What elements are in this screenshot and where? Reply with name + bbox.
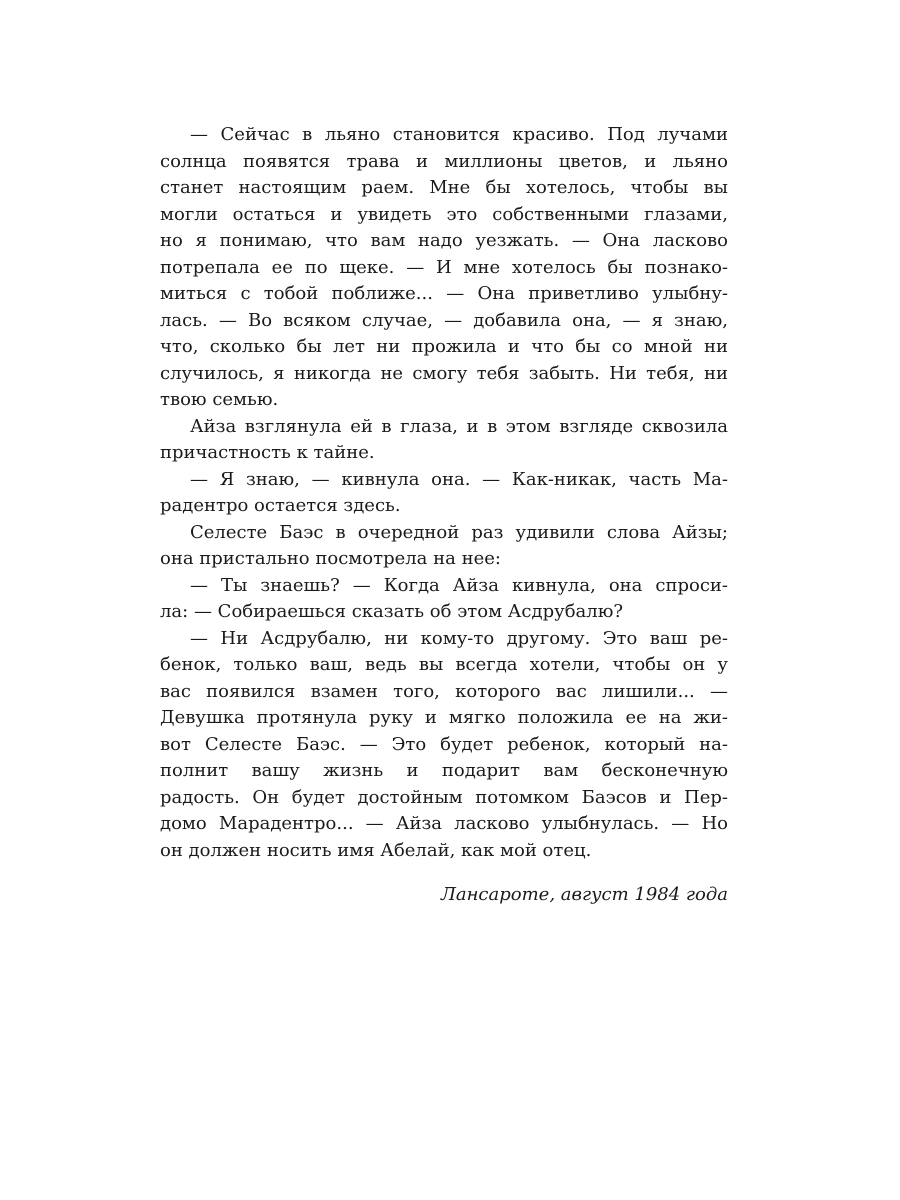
body-text bbox=[160, 122, 728, 864]
text-line: бенок, только ваш, ведь вы всегда хотели, чтобы он у bbox=[160, 654, 728, 675]
text-line: случилось, я никогда не смогу тебя забыть. Ни тебя, ни bbox=[160, 362, 728, 384]
text-line: причастность к тайне. bbox=[160, 442, 375, 463]
text-line: — Ты знаешь? — Когда Айза кивнула, она спроси- bbox=[190, 574, 728, 596]
paragraph bbox=[160, 520, 728, 573]
text-line: но я понимаю, что вам надо уезжать. — Она ласково bbox=[160, 230, 728, 251]
text-line: твою семью. bbox=[160, 389, 279, 410]
paragraph bbox=[160, 122, 728, 414]
text-line: Девушка протянула руку и мягко положила ее на жи- bbox=[160, 707, 728, 728]
text-line: Айза взглянула ей в глаза, и в этом взгляде сквозила bbox=[190, 415, 728, 437]
text-line: — Я знаю, — кивнула она. — Как-никак, часть Ма- bbox=[190, 468, 728, 490]
text-line: он должен носить имя Абелай, как мой отец. bbox=[160, 839, 592, 861]
text-line: что, сколько бы лет ни прожила и что бы со мной ни bbox=[160, 336, 728, 357]
text-line: полнит вашу жизнь и подарит вам бесконечную bbox=[160, 760, 728, 781]
text-line: Селесте Баэс в очередной раз удивили слова Айзы; bbox=[190, 521, 728, 543]
text-line: радость. Он будет достойным потомком Баэсов и Пер- bbox=[160, 786, 728, 808]
text-line: солнца появятся трава и миллионы цветов, и льяно bbox=[160, 150, 728, 172]
paragraph bbox=[160, 467, 728, 520]
text-line: могли остаться и увидеть это собственными глазами, bbox=[160, 203, 728, 225]
text-line: радентро остается здесь. bbox=[160, 495, 401, 516]
text-line: лась. — Во всяком случае, — добавила она, — я знаю, bbox=[160, 309, 728, 331]
text-line: — Сейчас в льяно становится красиво. Под лучами bbox=[190, 124, 728, 145]
text-line: вот Селесте Баэс. — Это будет ребенок, который на- bbox=[160, 733, 728, 755]
paragraph bbox=[160, 414, 728, 467]
text-line: она пристально посмотрела на нее: bbox=[160, 548, 501, 569]
text-line: миться с тобой поближе... — Она приветливо улыбну- bbox=[160, 283, 728, 304]
text-line: ла: — Собираешься сказать об этом Асдрубалю? bbox=[160, 601, 624, 622]
paragraph bbox=[160, 573, 728, 626]
dateline: Лансароте, август 1984 года bbox=[440, 884, 728, 905]
text-line: станет настоящим раем. Мне бы хотелось, чтобы вы bbox=[160, 177, 728, 198]
text-line: вас появился взамен того, которого вас лишили... — bbox=[160, 680, 728, 702]
paragraph bbox=[160, 626, 728, 865]
text-line: — Ни Асдрубалю, ни кому-то другому. Это ваш ре- bbox=[190, 627, 728, 649]
text-line: домо Марадентро... — Айза ласково улыбнулась. — Но bbox=[160, 813, 728, 834]
text-line: потрепала ее по щеке. — И мне хотелось бы познако- bbox=[160, 256, 728, 278]
